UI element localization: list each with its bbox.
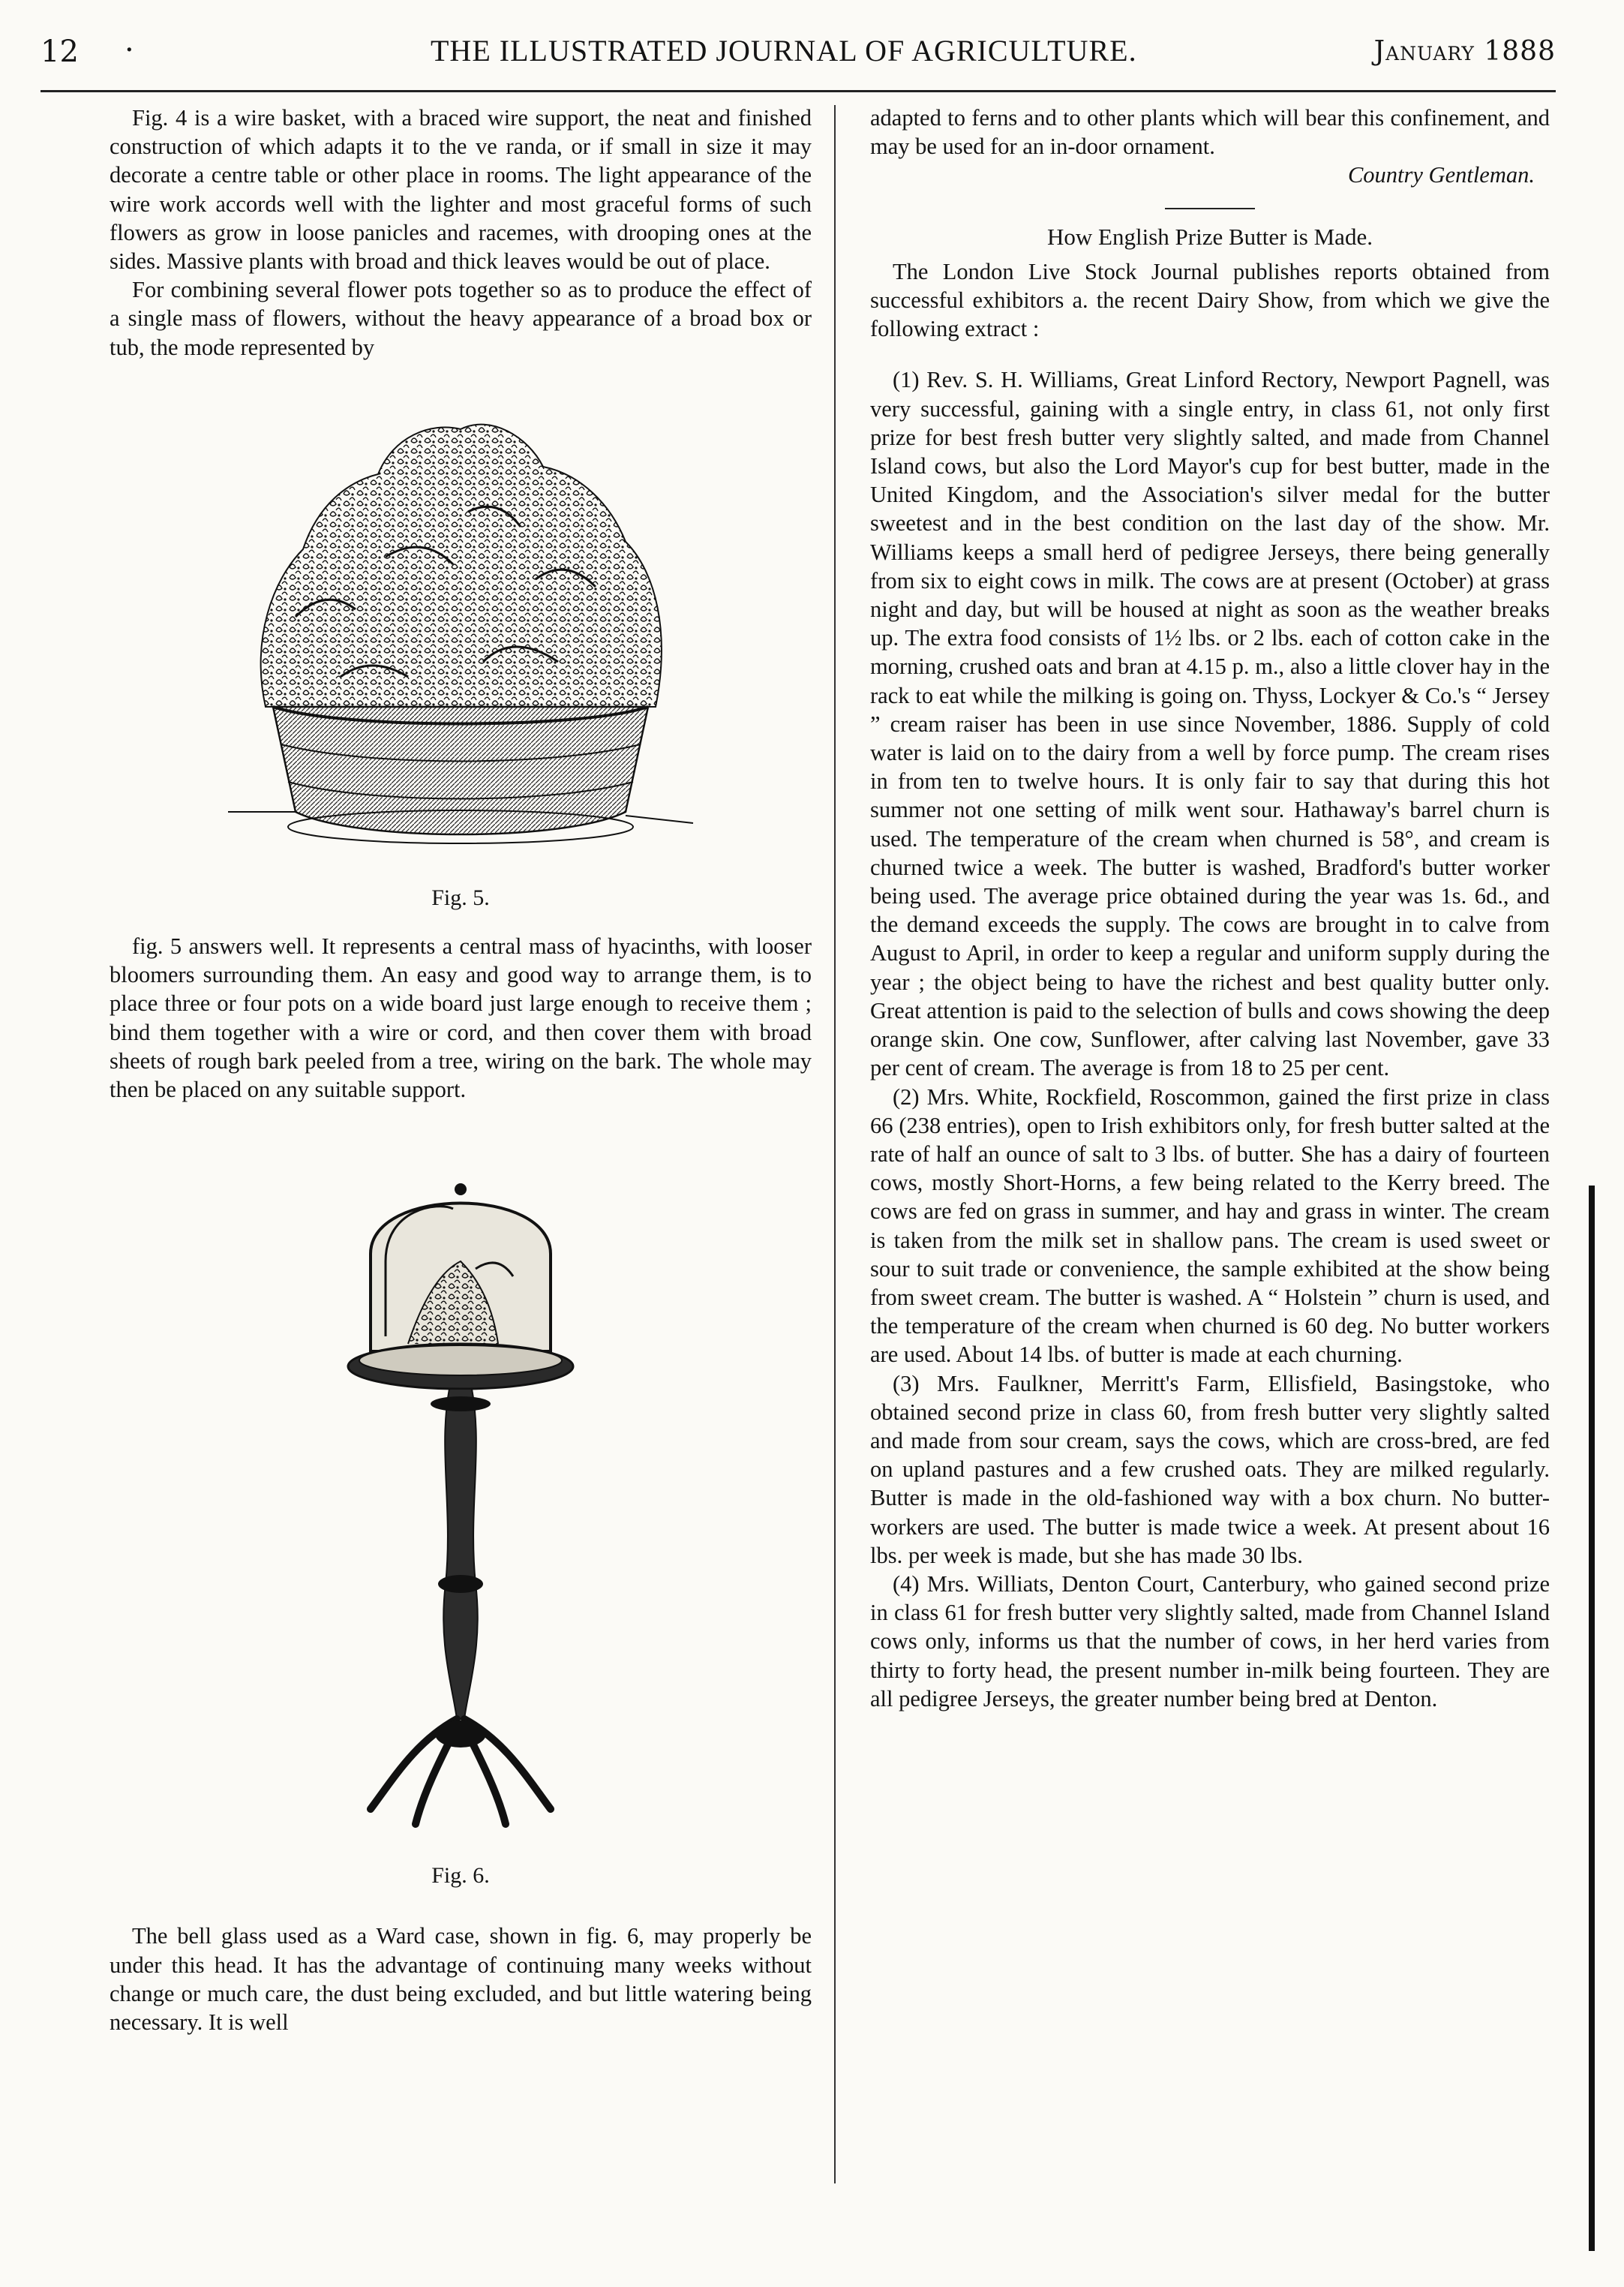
article-intro: The London Live Stock Journal publishes reports obtained from successful exhibitors a. the recent Dairy Show, from which we give the following extract : [870,258,1550,342]
bell-glass-ward-case-engraving [326,1164,596,1854]
issue-date: January 1888 [1373,36,1556,67]
section-divider [1165,208,1255,209]
figure-6-illustration [326,1164,596,1854]
journal-title: THE ILLUSTRATED JOURNAL OF AGRICULTURE. [431,34,1137,68]
left-column [110,104,812,2036]
entry-white: (2) Mrs. White, Rockfield, Roscommon, gained the first prize in class 66 (238 entries), open to Irish exhibitors only, for fresh butter salted at the rate of half an ounce of salt to 3 lbs. of butter. She has a dairy of fourteen cows, mostly Short-Horns, a few being related to the Kerry breed. The cows are fed on grass in summer, and hay and grass in winter. The cream is taken from the milk set in shallow pans. The cream is used sweet or sour to suit trade or convenience, the sample exhibited at the show being from sweet cream. The butter is washed. A “ Holstein ” churn is used, and the temperature of the cream when churned is 60 deg. No butter workers are used. About 14 lbs. of butter is made at each churning. [870,1083,1550,1368]
article-title: How English Prize Butter is Made. [1047,223,1373,250]
entry-faulkner: (3) Mrs. Faulkner, Merritt's Farm, Ellisfield, Basingstoke, who obtained second prize in class 60, from fresh butter very slightly salted and made from sour cream, says the cows, which are cross-bred, are fed on upland pastures and a few crushed oats. They are milked regularly. Butter is made in the old-fashioned way with a box churn. No butter-workers are used. The butter is made twice a week. At present about 16 lbs. per week is made, but she has made 30 lbs. [870,1370,1550,1568]
paragraph-flower-pots: For combining several flower pots together so as to produce the effect of a single mass of flowers, without the heavy appearance of a broad box or tub, the mode represented by [110,277,812,360]
paragraph-continuation: adapted to ferns and to other plants which will bear this confinement, and may be used for an in-door ornament. [870,105,1550,160]
header-rule [41,90,1556,92]
figure-5-illustration [221,392,701,879]
paragraph-fig4-basket: Fig. 4 is a wire basket, with a braced wire support, the neat and finished construction of which adapts it to the ve randa, or if small in size it may decorate a centre table or other place in rooms. The light appearance of the wire work accords well with the lighter and most graceful forms of such flowers as grow in loose panicles and racemes, with drooping ones at the sides. Massive plants with broad and thick leaves would be out of place. [110,105,812,275]
page-header [41,29,1556,81]
figure-6-caption: Fig. 6. [431,1863,490,1889]
page-edge-mark [1589,1186,1595,2251]
paragraph-gap [870,343,1550,365]
page-number: 12 [41,35,79,69]
paragraph-fig5-description: fig. 5 answers well. It represents a central mass of hyacinths, with looser bloomers surrounding them. An easy and good way to arrange them, is to place three or four pots on a wide board just large enough to receive them ; bind them together with a wire or cord, and then cover them with broad sheets of rough bark peeled from a tree, wiring on the bark. The whole may then be placed on any suitable support. [110,933,812,1103]
right-column [870,104,1550,1713]
figure-5-caption: Fig. 5. [431,885,490,910]
paragraph-bell-glass: The bell glass used as a Ward case, shown in fig. 6, may properly be under this head. It has the advantage of continuing many weeks without change or much care, the dust being excluded, and but little watering being necessary. It is well [110,1923,812,2036]
entry-williams: (1) Rev. S. H. Williams, Great Linford Rectory, Newport Pagnell, was very successful, gaining with a single entry, in class 61, not only first prize for best fresh butter very slightly salted, and made from Channel Island cows, but also the Lord Mayor's cup for best butter, made in the United Kingdom, and the Association's silver medal for the butter sweetest and in the best condition on the last day of the show. Mr. Williams keeps a small herd of pedigree Jerseys, there being generally from six to eight cows in milk. The cows are at present (October) at grass night and day, but will be housed at night as soon as the weather breaks up. The extra food consists of 1½ lbs. or 2 lbs. each of cotton cake in the morning, crushed oats and bran at 4.15 p. m., also a little clover hay in the rack to eat while the milking is going on. Thyss, Lockyer & Co.'s “ Jersey ” cream raiser has been in use since November, 1886. Supply of cold water is laid on to the dairy from a well by force pump. The cream rises in from ten to twelve hours. It is only fair to say that during this hot summer not one setting of milk went sour. Hathaway's barrel churn is used. The temperature of the cream when churned is 58°, and cream is churned twice a week. The butter is washed, Bradford's butter worker being used. The average price obtained during the year was 1s. 6d., and the demand exceeds the supply. The cows are brought in to calve from August to April, in order to keep a regular and uniform supply during the year ; the object being to have the richest and best quality butter only. Great attention is paid to the selection of bulls and cows showing the deep orange skin. One cow, Sunflower, after calving last November, gave 33 per cent of cream. The average is from 18 to 25 per cent. [870,367,1550,1081]
article-byline: Country Gentleman. [1347,162,1535,188]
header-mark: · [125,33,134,68]
column-divider [834,105,836,2183]
flower-basket-engraving [221,392,701,879]
entry-williats: (4) Mrs. Williats, Denton Court, Canterbury, who gained second prize in class 61 for fresh butter very slightly salted, made from Channel Island cows only, informs us that the number of cows, in her herd varies from thirty to forty head, the present number in-milk being fourteen. They are all pedigree Jerseys, the greater number being bred at Denton. [870,1570,1550,1711]
